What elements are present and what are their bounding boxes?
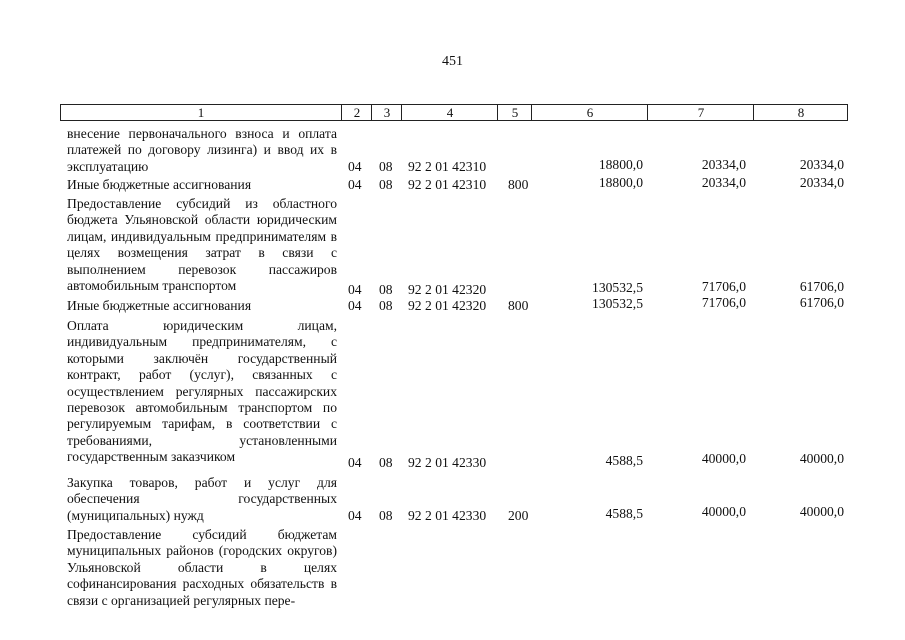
row-target-code: 92 2 01 42330 xyxy=(408,455,487,470)
row-description: Предоставление субсидий из областного бюджета Ульяновской области юридическим лицам, индивидуальным предпринимателям в целях возмещения затрат в связи с выполнением перевозок пассажиров автомобильным транспортом xyxy=(67,196,337,294)
row-subsection: 08 xyxy=(379,298,393,313)
row-expense-type: 800 xyxy=(508,298,529,313)
header-col-8: 8 xyxy=(753,105,848,120)
row-value-7: 20334,0 xyxy=(701,157,746,172)
row-section: 04 xyxy=(348,508,362,523)
row-subsection: 08 xyxy=(379,282,393,297)
page-number: 451 xyxy=(442,54,463,69)
row-description: Предоставление субсидий бюджетам муниципальных районов (городских округов) Ульяновской области в целях софинансирования расходных обязательств в связи с организацией регулярных пере- xyxy=(67,527,337,608)
row-expense-type: 800 xyxy=(508,177,529,192)
row-section: 04 xyxy=(348,298,362,313)
row-value-8: 40000,0 xyxy=(799,504,844,519)
header-col-2: 2 xyxy=(341,105,372,120)
header-col-5: 5 xyxy=(497,105,532,120)
row-target-code: 92 2 01 42310 xyxy=(408,159,487,174)
row-value-6: 18800,0 xyxy=(598,157,643,172)
table-header xyxy=(60,104,848,121)
row-value-6: 4588,5 xyxy=(605,453,643,468)
row-section: 04 xyxy=(348,282,362,297)
row-value-7: 40000,0 xyxy=(701,451,746,466)
row-subsection: 08 xyxy=(379,508,393,523)
row-subsection: 08 xyxy=(379,177,393,192)
row-target-code: 92 2 01 42320 xyxy=(408,282,487,297)
row-section: 04 xyxy=(348,177,362,192)
row-value-7: 71706,0 xyxy=(701,295,746,310)
row-subsection: 08 xyxy=(379,159,393,174)
row-value-6: 4588,5 xyxy=(605,506,643,521)
row-description: внесение первоначального взноса и оплата платежей по договору лизинга) и ввод их в эксплуатацию xyxy=(67,126,337,174)
header-col-4: 4 xyxy=(401,105,498,120)
header-col-7: 7 xyxy=(647,105,754,120)
header-col-1: 1 xyxy=(197,105,205,120)
row-value-7: 71706,0 xyxy=(701,279,746,294)
header-col-3: 3 xyxy=(371,105,402,120)
row-value-7: 40000,0 xyxy=(701,504,746,519)
row-expense-type: 200 xyxy=(508,508,529,523)
row-value-8: 20334,0 xyxy=(799,157,844,172)
row-description: Иные бюджетные ассигнования xyxy=(67,177,252,192)
row-value-8: 20334,0 xyxy=(799,175,844,190)
row-description: Оплата юридическим лицам, индивидуальным предпринимателям, с которыми заключён государственный контракт, работ (услуг), связанных с осуществлением регулярных пассажирских перевозок автомобильным транспортом по регулируемым тарифам, в соответствии с требованиями, установленными государственным заказчиком xyxy=(67,318,337,465)
row-target-code: 92 2 01 42320 xyxy=(408,298,487,313)
row-value-8: 61706,0 xyxy=(799,279,844,294)
row-target-code: 92 2 01 42330 xyxy=(408,508,487,523)
row-section: 04 xyxy=(348,159,362,174)
row-value-8: 61706,0 xyxy=(799,295,844,310)
row-subsection: 08 xyxy=(379,455,393,470)
row-value-7: 20334,0 xyxy=(701,175,746,190)
row-value-8: 40000,0 xyxy=(799,451,844,466)
row-value-6: 130532,5 xyxy=(592,280,643,295)
row-target-code: 92 2 01 42310 xyxy=(408,177,487,192)
row-description: Закупка товаров, работ и услуг для обеспечения государственных (муниципальных) нужд xyxy=(67,475,337,523)
header-col-6: 6 xyxy=(531,105,648,120)
row-description: Иные бюджетные ассигнования xyxy=(67,298,252,313)
row-section: 04 xyxy=(348,455,362,470)
row-value-6: 18800,0 xyxy=(598,175,643,190)
row-value-6: 130532,5 xyxy=(592,296,643,311)
